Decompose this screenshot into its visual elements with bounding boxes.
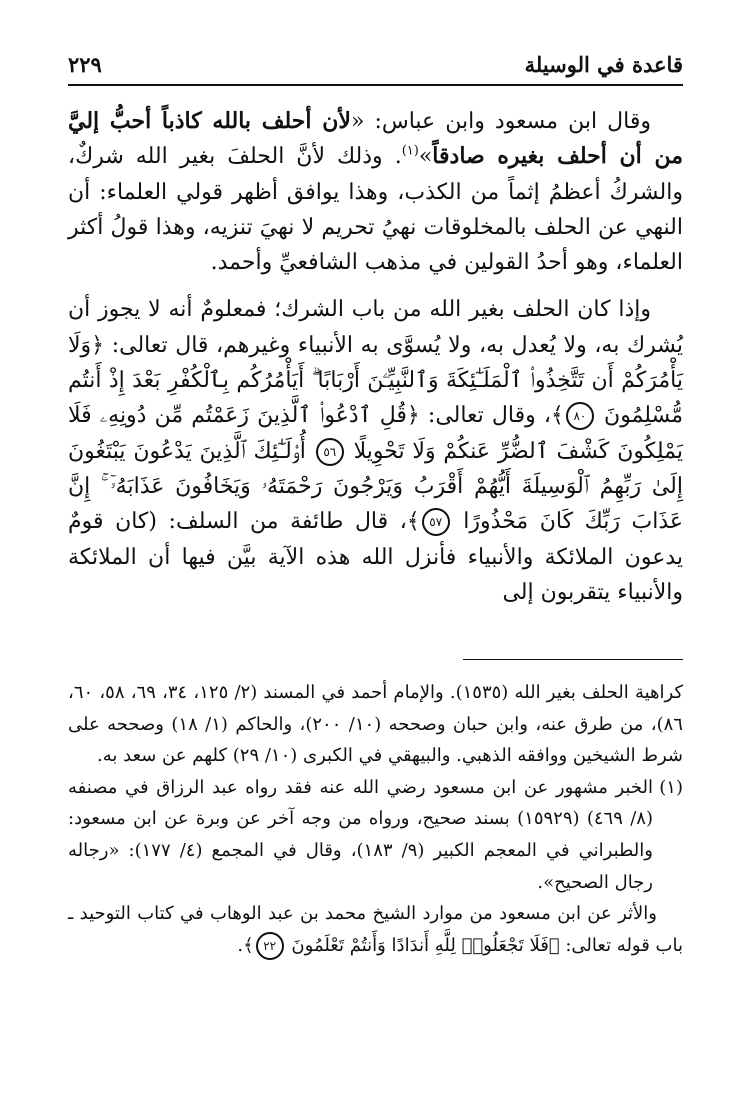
ayah-number-marker: ٢٢ [256,932,284,960]
p1-intro: وقال ابن مسعود وابن عباس: « [350,109,651,134]
p1-quote-close: » [418,144,433,170]
footnote-ref-1[interactable]: (١) [401,143,419,159]
verse-1: ﴿وَلَا يَأْمُرَكُمْ أَن تَتَّخِذُوا۟ ٱلْمَلَـٰٓئِكَةَ وَٱلنَّبِيِّـۧنَ أَرْبَابًا ۗ أَيَأْمُرُكُم بِٱلْكُفْرِ بَعْدَ إِذْ أَنتُم مُّسْلِمُونَ [68,332,683,429]
footnote-separator [463,659,683,660]
running-title: قاعدة في الوسيلة [524,52,683,77]
ayah-number-marker: ٨٠ [566,402,594,430]
ayah-number-marker: ٥٧ [422,508,450,536]
footnote-1-mark: (١) [659,776,683,798]
page-number: ٢٢٩ [68,52,102,77]
footnote-1-text: الخبر مشهور عن ابن مسعود رضي الله عنه فقد رواه عبد الرزاق في مصنفه (٨/ ٤٦٩) (١٥٩٢٩) بسند صحيح، ورواه من وجه آخر عن وبرة عن ابن مسعود: والطبراني في المعجم الكبير (٩/ ١٨٣)، وقال في المجمع (٤/ ١٧٧): «رجاله رجال الصحيح». [68,776,653,893]
p1-quote: لأن أحلف بالله كاذباً أحبُّ إليَّ من أن أحلف بغيره صادقاً [68,108,683,170]
page-header [68,50,683,86]
footnote-continuation: كراهية الحلف بغير الله (١٥٣٥). والإمام أحمد في المسند (٢/ ١٢٥، ٣٤، ٦٩، ٥٨، ٦٠، ٨٦)، من طرق عنه، وابن حبان وصححه (١٠/ ٢٠٠)، والحاكم (١/ ١٨) وصححه على شرط الشيخين ووافقه الذهبي. والبيهقي في الكبرى (١٠/ ٢٩) كلهم عن سعد به. [68,682,684,767]
ayah-number-marker: ٥٦ [316,438,344,466]
footnote-1-extra [68,898,683,961]
paragraph-2 [68,292,683,610]
footnotes [68,677,683,961]
p2-b: ﴾، وقال تعالى: [419,403,564,429]
verse-3: أُو۟لَـٰٓئِكَ ٱلَّذِينَ يَدْعُونَ يَبْتَغُونَ إِلَىٰ رَبِّهِمُ ٱلْوَسِيلَةَ أَيُّهُمْ أَقْرَبُ وَيَرْجُونَ رَحْمَتَهُۥ وَيَخَافُونَ عَذَابَهُۥٓ ۚ إِنَّ عَذَابَ رَبِّكَ كَانَ مَحْذُورًا [68,438,684,535]
p2-a: وإذا كان الحلف بغير الله من باب الشرك؛ فمعلومٌ أنه لا يجوز أن يُشرك به، ولا يُعدل به، ولا يُسوَّى به الأنبياء وغيرهم، قال تعالى: [68,297,683,358]
verse-2: ﴿قُلِ ٱدْعُوا۟ ٱلَّذِينَ زَعَمْتُم مِّن دُونِهِۦ فَلَا يَمْلِكُونَ كَشْفَ ٱلضُّرِّ عَنكُمْ وَلَا تَحْوِيلًا [68,403,684,464]
main-text [68,104,683,622]
footnote-1 [68,772,683,898]
footnote-verse: ﴿فَلَا تَجْعَلُوا۟ لِلَّهِ أَندَادًا وَأَنتُمْ تَعْلَمُونَ [291,934,560,956]
footnote-1-extra-a: والأثر عن ابن مسعود من موارد الشيخ محمد بن عبد الوهاب في كتاب التوحيد ـ باب قوله تعالى: [68,903,683,956]
p2-c: ﴾، قال طائفة من السلف: (كان قومٌ يدعون الملائكة والأنبياء فأنزل الله هذه الآية بيَّن فيها أن الملائكة والأنبياء يتقربون إلى [68,509,684,605]
p1-rest: . وذلك لأنَّ الحلفَ بغير الله شركٌ، والشركُ أعظمُ إثماً من الكذب، وهذا يوافق أظهر قولي العلماء: أن النهي عن الحلف بالمخلوقات نهيُ تحريم لا نهيَ تنزيه، وهذا قولُ أكثر العلماء، وهو أحدُ القولين في مذهب الشافعيِّ وأحمد. [68,144,683,276]
footnote-1-extra-b: ﴾. [237,934,254,956]
paragraph-1 [68,104,683,280]
